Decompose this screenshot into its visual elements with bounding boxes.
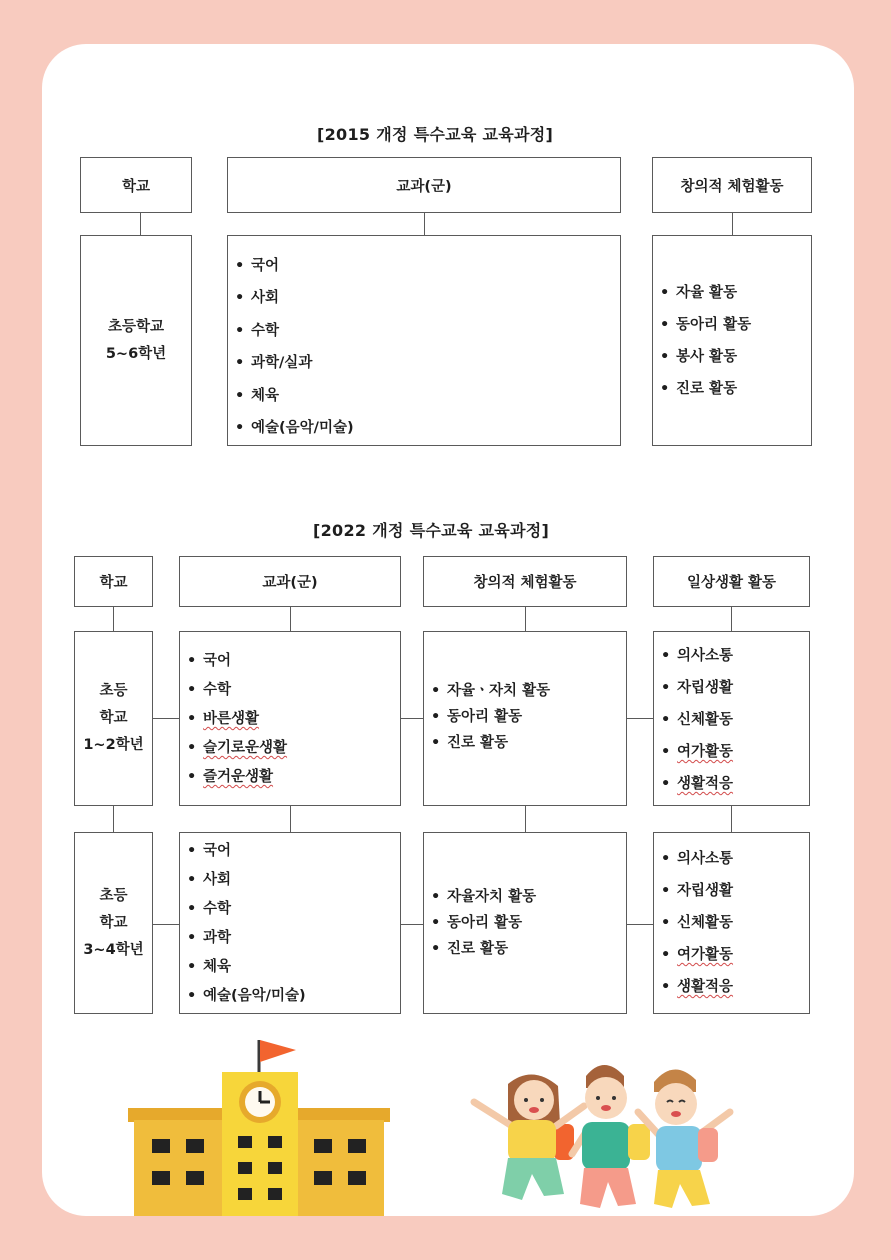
school-line: 5~6학년: [105, 345, 167, 362]
list-item: • 수학: [187, 676, 287, 705]
header-subjects-2015: [227, 157, 621, 213]
list-item: • 국어: [187, 837, 306, 866]
list-item: • 바른생활: [187, 705, 287, 734]
list-item: • 동아리 활동: [660, 309, 751, 341]
daily-list: [661, 640, 733, 800]
connector: [731, 607, 732, 631]
subjects-cell-2015: [227, 235, 621, 446]
header-school-2015: [80, 157, 192, 213]
school-line: 초등: [99, 683, 128, 699]
school-line: 3~4학년: [83, 941, 144, 958]
list-item: • 신체활동: [661, 907, 733, 939]
list-item: • 자립생활: [661, 672, 733, 704]
header-subjects-2022: [179, 556, 401, 607]
connector: [401, 924, 423, 925]
list-item: • 사회: [187, 866, 306, 895]
header-creative-label: 창의적 체험활동: [680, 178, 784, 195]
list-item: • 슬기로운생활: [187, 734, 287, 763]
list-item: • 진로 활동: [431, 936, 536, 962]
title-2022: [2022 개정 특수교육 교육과정]: [313, 521, 550, 540]
list-item: • 동아리 활동: [431, 704, 550, 730]
list-item: • 생활적응: [661, 971, 733, 1003]
school-line: 초등: [99, 887, 128, 904]
header-subjects-label: 교과(군): [262, 575, 318, 591]
creative-list: [431, 678, 550, 756]
creative-list: [660, 277, 751, 405]
subjects-list: [187, 647, 287, 792]
connector: [113, 607, 114, 631]
school-line: 초등학교: [107, 318, 165, 335]
list-item: • 수학: [235, 315, 354, 347]
connector: [113, 806, 114, 832]
list-item: • 자율 활동: [660, 277, 751, 309]
list-item: • 자립생활: [661, 875, 733, 907]
header-subjects-label: 교과(군): [396, 178, 452, 195]
school-line: 1~2학년: [83, 737, 144, 753]
subjects-cell-3-4: [179, 832, 401, 1014]
children-illustration: [468, 1054, 738, 1216]
list-item: • 봉사 활동: [660, 341, 751, 373]
list-item: • 동아리 활동: [431, 910, 536, 936]
subjects-list: [235, 250, 354, 444]
list-item: • 여가활동: [661, 736, 733, 768]
list-item: • 체육: [235, 380, 354, 412]
connector: [732, 213, 733, 235]
list-item: • 국어: [187, 647, 287, 676]
school-building-icon: [128, 1034, 390, 1216]
creative-list: [431, 884, 536, 962]
creative-cell-1-2: [423, 631, 627, 806]
list-item: • 여가활동: [661, 939, 733, 971]
list-item: • 예술(음악/미술): [235, 412, 354, 444]
connector: [153, 924, 179, 925]
daily-cell-3-4: [653, 832, 810, 1014]
list-item: • 즐거운생활: [187, 763, 287, 792]
header-creative-2022: [423, 556, 627, 607]
header-school-label: 학교: [99, 575, 128, 591]
content-card: [42, 44, 854, 1216]
list-item: • 사회: [235, 282, 354, 314]
title-2015: [2015 개정 특수교육 교육과정]: [317, 125, 554, 144]
list-item: • 진로 활동: [431, 730, 550, 756]
connector: [140, 213, 141, 235]
school-cell-3-4: [74, 832, 153, 1014]
subjects-cell-1-2: [179, 631, 401, 806]
header-daily-2022: [653, 556, 810, 607]
creative-cell-2015: [652, 235, 812, 446]
connector: [731, 806, 732, 832]
header-daily-label: 일상생활 활동: [686, 575, 777, 591]
list-item: • 의사소통: [661, 843, 733, 875]
list-item: • 과학: [187, 924, 306, 953]
connector: [627, 924, 653, 925]
list-item: • 신체활동: [661, 704, 733, 736]
connector: [525, 806, 526, 832]
list-item: • 수학: [187, 895, 306, 924]
list-item: • 예술(음악/미술): [187, 982, 306, 1011]
connector: [424, 213, 425, 235]
school-cell-2015: [80, 235, 192, 446]
connector: [525, 607, 526, 631]
list-item: • 진로 활동: [660, 373, 751, 405]
list-item: • 생활적응: [661, 768, 733, 800]
connector: [290, 806, 291, 832]
list-item: • 의사소통: [661, 640, 733, 672]
header-school-label: 학교: [121, 178, 150, 195]
school-cell-1-2: [74, 631, 153, 806]
school-line: 학교: [99, 710, 128, 726]
header-school-2022: [74, 556, 153, 607]
connector: [290, 607, 291, 631]
daily-list: [661, 843, 733, 1003]
school-line: 학교: [99, 914, 128, 931]
list-item: • 과학/실과: [235, 347, 354, 379]
list-item: • 체육: [187, 953, 306, 982]
creative-cell-3-4: [423, 832, 627, 1014]
header-creative-2015: [652, 157, 812, 213]
list-item: • 자율ㆍ자치 활동: [431, 678, 550, 704]
header-creative-label: 창의적 체험활동: [473, 575, 577, 591]
connector: [627, 718, 653, 719]
subjects-list: [187, 837, 306, 1011]
connector: [401, 718, 423, 719]
daily-cell-1-2: [653, 631, 810, 806]
list-item: • 국어: [235, 250, 354, 282]
list-item: • 자율자치 활동: [431, 884, 536, 910]
connector: [153, 718, 179, 719]
